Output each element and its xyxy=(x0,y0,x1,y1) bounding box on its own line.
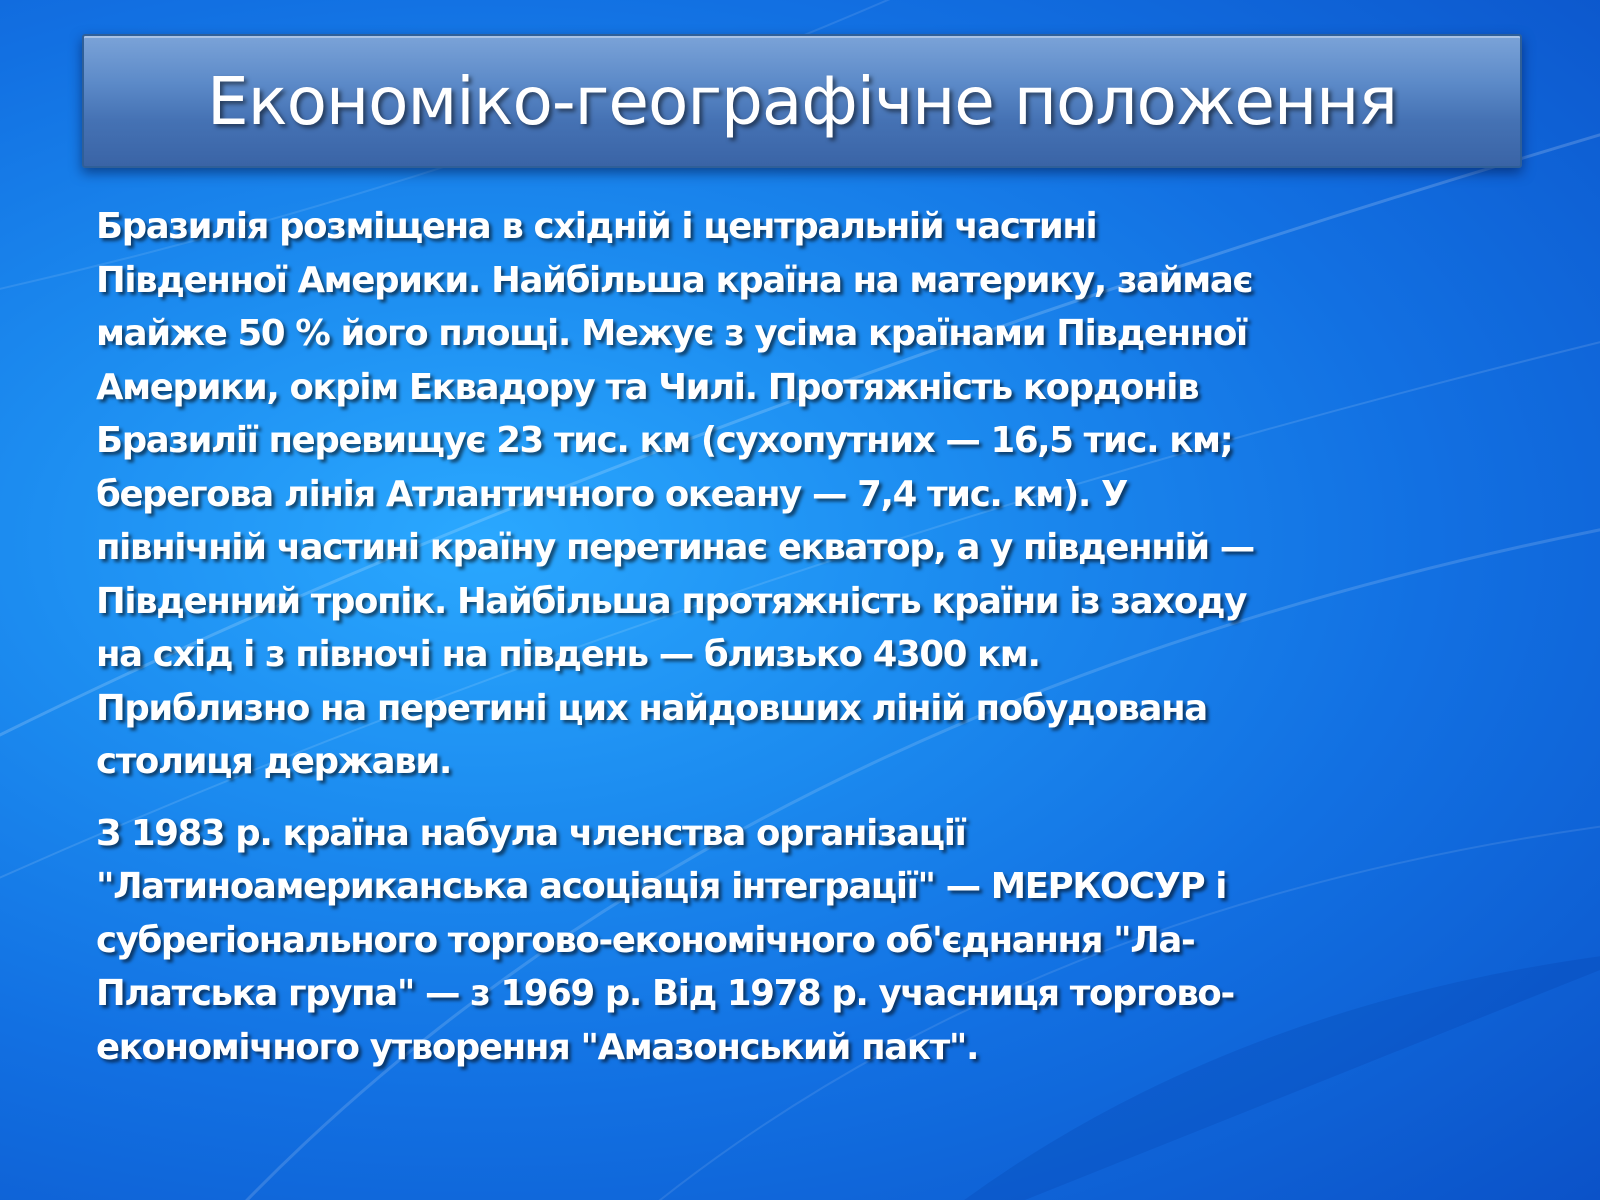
text-line: північній частині країну перетинає екватор, а у південній — xyxy=(96,527,1254,568)
text-line: економічного утворення "Амазонський пакт". xyxy=(96,1026,979,1068)
text-line: столиця держави. xyxy=(96,741,452,782)
text-line: Південний тропік. Найбільша протяжність країни із заходу xyxy=(96,580,1246,622)
text-line: Південної Америки. Найбільша країна на материку, займає xyxy=(96,259,1253,301)
text-line: Америки, окрім Еквадору та Чилі. Протяжність кордонів xyxy=(96,366,1199,408)
paragraph-2 xyxy=(96,807,1536,1075)
slide-title: Економіко-географічне положення xyxy=(207,62,1397,140)
text-line: Бразилії перевищує 23 тис. км (сухопутних — 16,5 тис. км; xyxy=(96,420,1233,461)
text-line: берегова лінія Атлантичного океану — 7,4 тис. км). У xyxy=(96,473,1127,515)
title-bar xyxy=(82,34,1522,168)
text-line: Бразилія розміщена в східній і центральній частині xyxy=(96,206,1097,247)
text-line: субрегіонального торгово-економічного об'єднання "Ла- xyxy=(96,919,1195,961)
text-line: З 1983 р. країна набула членства організації xyxy=(96,812,966,854)
slide-body xyxy=(96,200,1536,1092)
text-line: Приблизно на перетині цих найдовших ліній побудована xyxy=(96,687,1207,729)
text-line: "Латиноамериканська асоціація інтеграції" — МЕРКОСУР і xyxy=(96,866,1227,907)
text-line: на схід і з півночі на південь — близько 4300 км. xyxy=(96,634,1040,675)
text-line: Платська група" — з 1969 р. Від 1978 р. учасниця торгово- xyxy=(96,973,1234,1014)
paragraph-1 xyxy=(96,200,1536,789)
text-line: майже 50 % його площі. Межує з усіма країнами Південної xyxy=(96,313,1247,354)
